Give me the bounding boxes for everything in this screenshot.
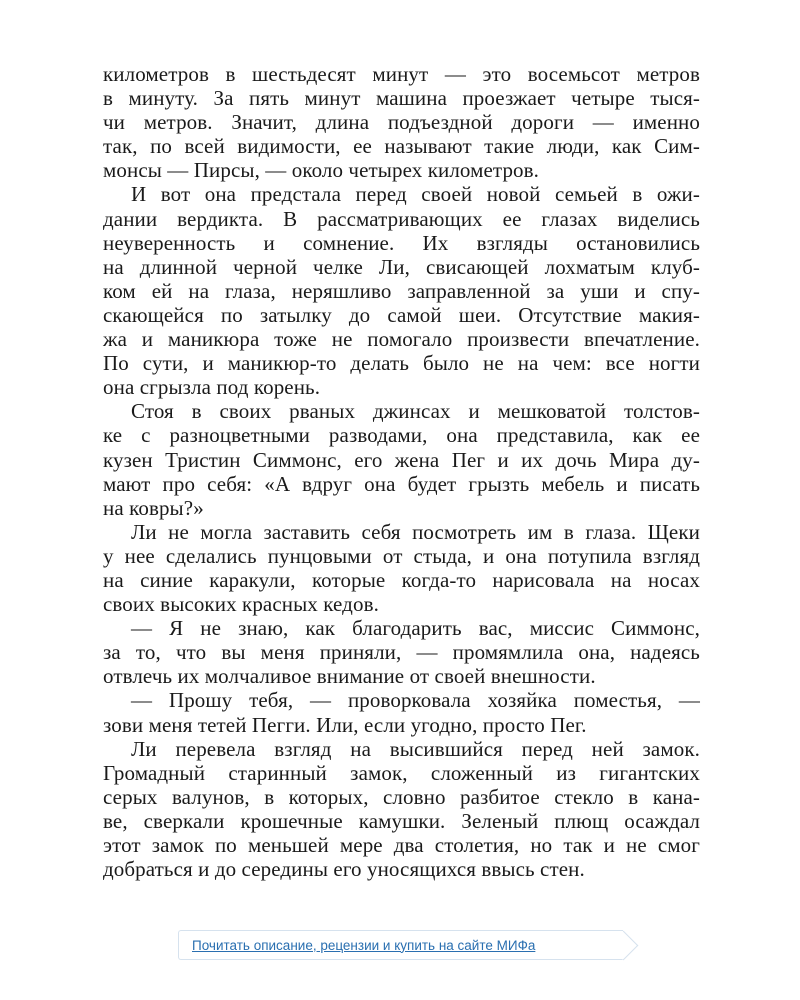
text-line: ве, сверкали крошечные камушки. Зеленый плющ осаждал: [103, 808, 700, 833]
text-line: в минуту. За пять минут машина проезжает четыре тыся-: [103, 86, 700, 111]
text-line: отвлечь их молчаливое внимание от своей внешности.: [103, 664, 596, 689]
text-line: она сгрызла под корень.: [103, 375, 321, 400]
text-line: за то, что вы меня приняли, — промямлила она, надеясь: [103, 640, 700, 665]
text-line: на ковры?»: [103, 495, 204, 520]
text-line: своих высоких красных кедов.: [103, 592, 379, 617]
text-line: добраться и до середины его уносящихся ввысь стен.: [103, 857, 585, 882]
text-line: — Я не знаю, как благодарить вас, миссис Симмонс,: [131, 616, 700, 641]
text-line: скающейся по затылку до самой шеи. Отсутствие макия-: [103, 302, 700, 327]
text-line: ком ей на глаза, неряшливо заправленной за уши и спу-: [103, 278, 700, 303]
text-line: дании вердикта. В рассматривающих ее глазах виделись: [103, 206, 700, 231]
text-line: — Прошу тебя, — проворковала хозяйка поместья, —: [131, 688, 700, 713]
text-line: Громадный старинный замок, сложенный из гигантских: [103, 760, 700, 785]
text-line: так, по всей видимости, ее называют такие люди, как Сим-: [103, 134, 700, 159]
text-line: Стоя в своих рваных джинсах и мешковатой толстов-: [131, 399, 700, 424]
text-line: Ли перевела взгляд на высившийся перед ней замок.: [131, 736, 700, 761]
text-line: Ли не могла заставить себя посмотреть им в глаза. Щеки: [131, 519, 700, 544]
text-line: серых валунов, в которых, словно разбитое стекло в кана-: [103, 784, 700, 809]
text-line: у нее сделались пунцовыми от стыда, и она потупила взгляд: [103, 543, 700, 568]
text-line: неуверенность и сомнение. Их взгляды остановились: [103, 230, 700, 255]
buy-link[interactable]: Почитать описание, рецензии и купить на сайте МИФа: [192, 937, 536, 953]
text-line: По сути, и маникюр-то делать было не на чем: все ногти: [103, 351, 700, 376]
text-line: километров в шестьдесят минут — это восемьсот метров: [103, 62, 700, 86]
text-line: И вот она предстала перед своей новой семьей в ожи-: [131, 182, 700, 207]
text-line: жа и маникюра тоже не помогало произвести впечатление.: [103, 327, 700, 352]
text-line: на длинной черной челке Ли, свисающей лохматым клуб-: [103, 254, 700, 279]
arrow-right-icon: [609, 931, 639, 961]
book-page-text: [103, 62, 700, 881]
text-line: чи метров. Значит, длина подъездной дороги — именно: [103, 110, 700, 135]
text-line: мают про себя: «А вдруг она будет грызть мебель и писать: [103, 471, 700, 496]
text-line: монсы — Пирсы, — около четырех километров.: [103, 158, 540, 183]
buy-link-banner[interactable]: [178, 930, 623, 960]
text-line: этот замок по меньшей мере два столетия, но так и не смог: [103, 833, 700, 857]
text-line: кузен Тристин Симмонс, его жена Пег и их дочь Мира ду-: [103, 447, 700, 472]
text-line: зови меня тетей Пегги. Или, если угодно, просто Пег.: [103, 712, 587, 737]
text-line: ке с разноцветными разводами, она представила, как ее: [103, 423, 700, 448]
text-line: на синие каракули, которые когда-то нарисовала на носах: [103, 567, 700, 592]
